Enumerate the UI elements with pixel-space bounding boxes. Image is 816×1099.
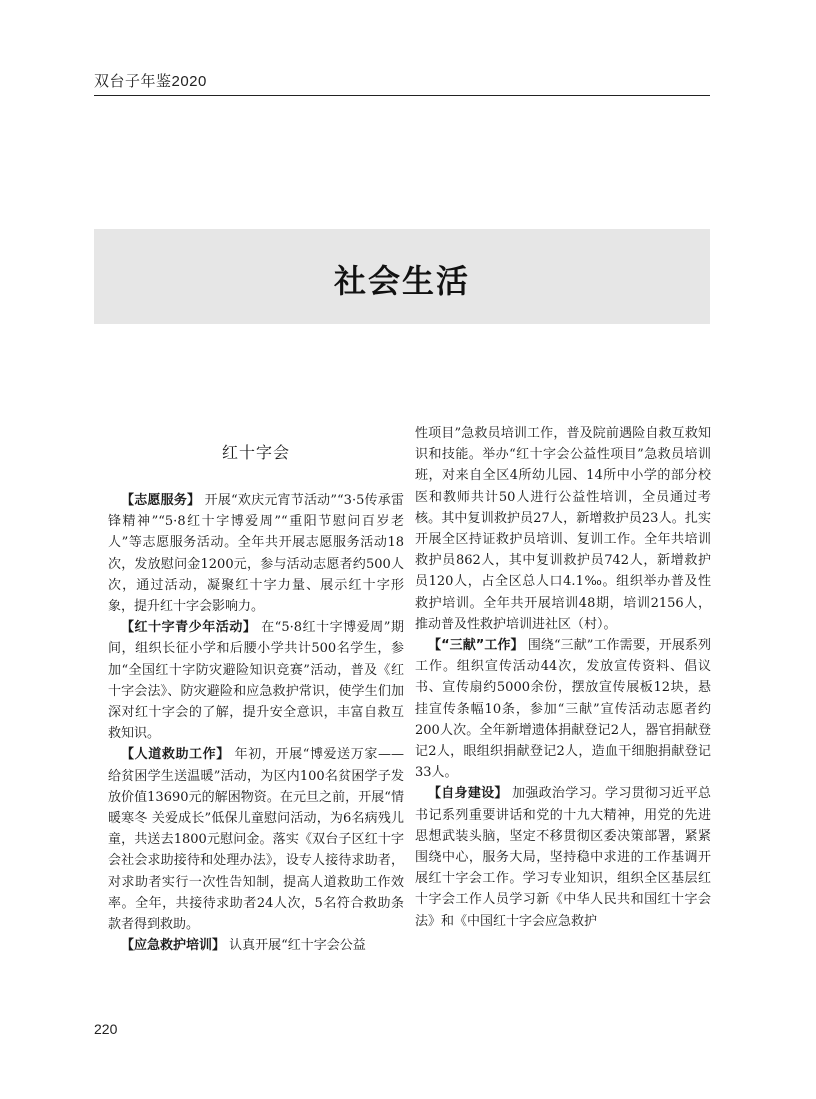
paragraph-text: 认真开展“红十字会公益 bbox=[229, 938, 366, 954]
paragraph-text: 加强政治学习。学习贯彻习近平总书记系列重要讲话和党的十九大精神，用党的先进思想武装头脑，坚定不移贯彻区委决策部署，紧紧围绕中心，服务大局，坚持稳中求进的工作基调开展红十字会工作。学习专业知识，组织全区基层红十字会工作人员学习新《中华人民共和国红十字会法》和《中国红十字会应急救护 bbox=[415, 786, 711, 929]
paragraph-tag: 【应急救护培训】 bbox=[121, 938, 226, 954]
section-heading: 红十字会 bbox=[221, 443, 290, 462]
paragraph-tag: 【“三献”工作】 bbox=[428, 638, 524, 654]
paragraph-text: 年初，开展“博爱送万家——给贫困学生送温暖”活动，为区内100名贫困学子发放价值13690元的解困物资。在元旦之前，开展“情暖寒冬 关爱成长”低保儿童慰问活动，为6名病残儿童，共送去1800元慰问金。落实《双台子区红十字会社会求助接待和处理办法》，设专人接待求助者，对求助者实行一次性告知制，提高人道救助工作效率。全年，共接待求助者24人次，5名符合救助条款者得到救助。 bbox=[108, 747, 404, 933]
header-rule bbox=[94, 95, 710, 96]
left-column bbox=[108, 424, 404, 956]
paragraph-tag: 【志愿服务】 bbox=[121, 493, 201, 508]
paragraph-first-aid-training-continued: 性项目”急救员培训工作，普及院前遇险自救互救知识和技能。举办“红十字会公益性项目”急救员培训班，对来自全区4所幼儿园、14所中小学的部分校医和教师共计50人进行公益性培训，全员通过考核。其中复训救护员27人，新增救护员23人。扎实开展全区持证救护员培训、复训工作。全年共培训救护员862人，其中复训救护员742人，新增救护员120人，占全区总人口4.1‰。组织举办普及性救护培训。全年共开展培训48期，培训2156人，推动普及性救护培训进社区（村）。 bbox=[415, 426, 711, 632]
paragraph-tag: 【自身建设】 bbox=[428, 786, 508, 802]
paragraph-text: 开展“欢庆元宵节活动”“3·5传承雷锋精神”“5·8红十字博爱周”“重阳节慰问百岁老人”等志愿服务活动。全年共开展志愿服务活动18次，发放慰问金1200元，参与活动志愿者约500人次，通过活动，凝聚红十字力量、展示红十字形象，提升红十字会影响力。 bbox=[108, 493, 404, 615]
paragraph-humanitarian-aid bbox=[108, 744, 404, 935]
paragraph-first-aid-training bbox=[108, 935, 404, 956]
paragraph-youth-activities bbox=[108, 617, 404, 744]
paragraph-text: 在“5·8红十字博爱周”期间，组织长征小学和后腰小学共计500名学生，参加“全国红十字防灾避险知识竞赛”活动，普及《红十字会法》、防灾避险和应急救护常识，使学生们加深对红十字会的了解，提升安全意识，丰富自救互救知识。 bbox=[108, 620, 405, 742]
paragraph-three-donations bbox=[415, 635, 711, 783]
paragraph-text: 围绕“三献”工作需要，开展系列工作。组织宣传活动44次，发放宣传资料、倡议书、宣传扇约5000余份，摆放宣传展板12块，悬挂宣传条幅10条，参加“三献”宣传活动志愿者约200人次。全年新增遗体捐献登记2人，器官捐献登记2人，眼组织捐献登记2人，造血干细胞捐献登记33人。 bbox=[415, 638, 711, 781]
paragraph-volunteer-service bbox=[108, 490, 404, 617]
paragraph-tag: 【红十字青少年活动】 bbox=[121, 620, 257, 636]
page-number: 220 bbox=[94, 1021, 118, 1037]
running-header-title: 双台子年鉴2020 bbox=[94, 73, 207, 90]
paragraph-self-building bbox=[415, 783, 711, 931]
chapter-title: 社会生活 bbox=[333, 262, 470, 300]
paragraph-tag: 【人道救助工作】 bbox=[121, 747, 230, 763]
chapter-banner bbox=[94, 229, 710, 324]
right-column bbox=[415, 423, 711, 932]
